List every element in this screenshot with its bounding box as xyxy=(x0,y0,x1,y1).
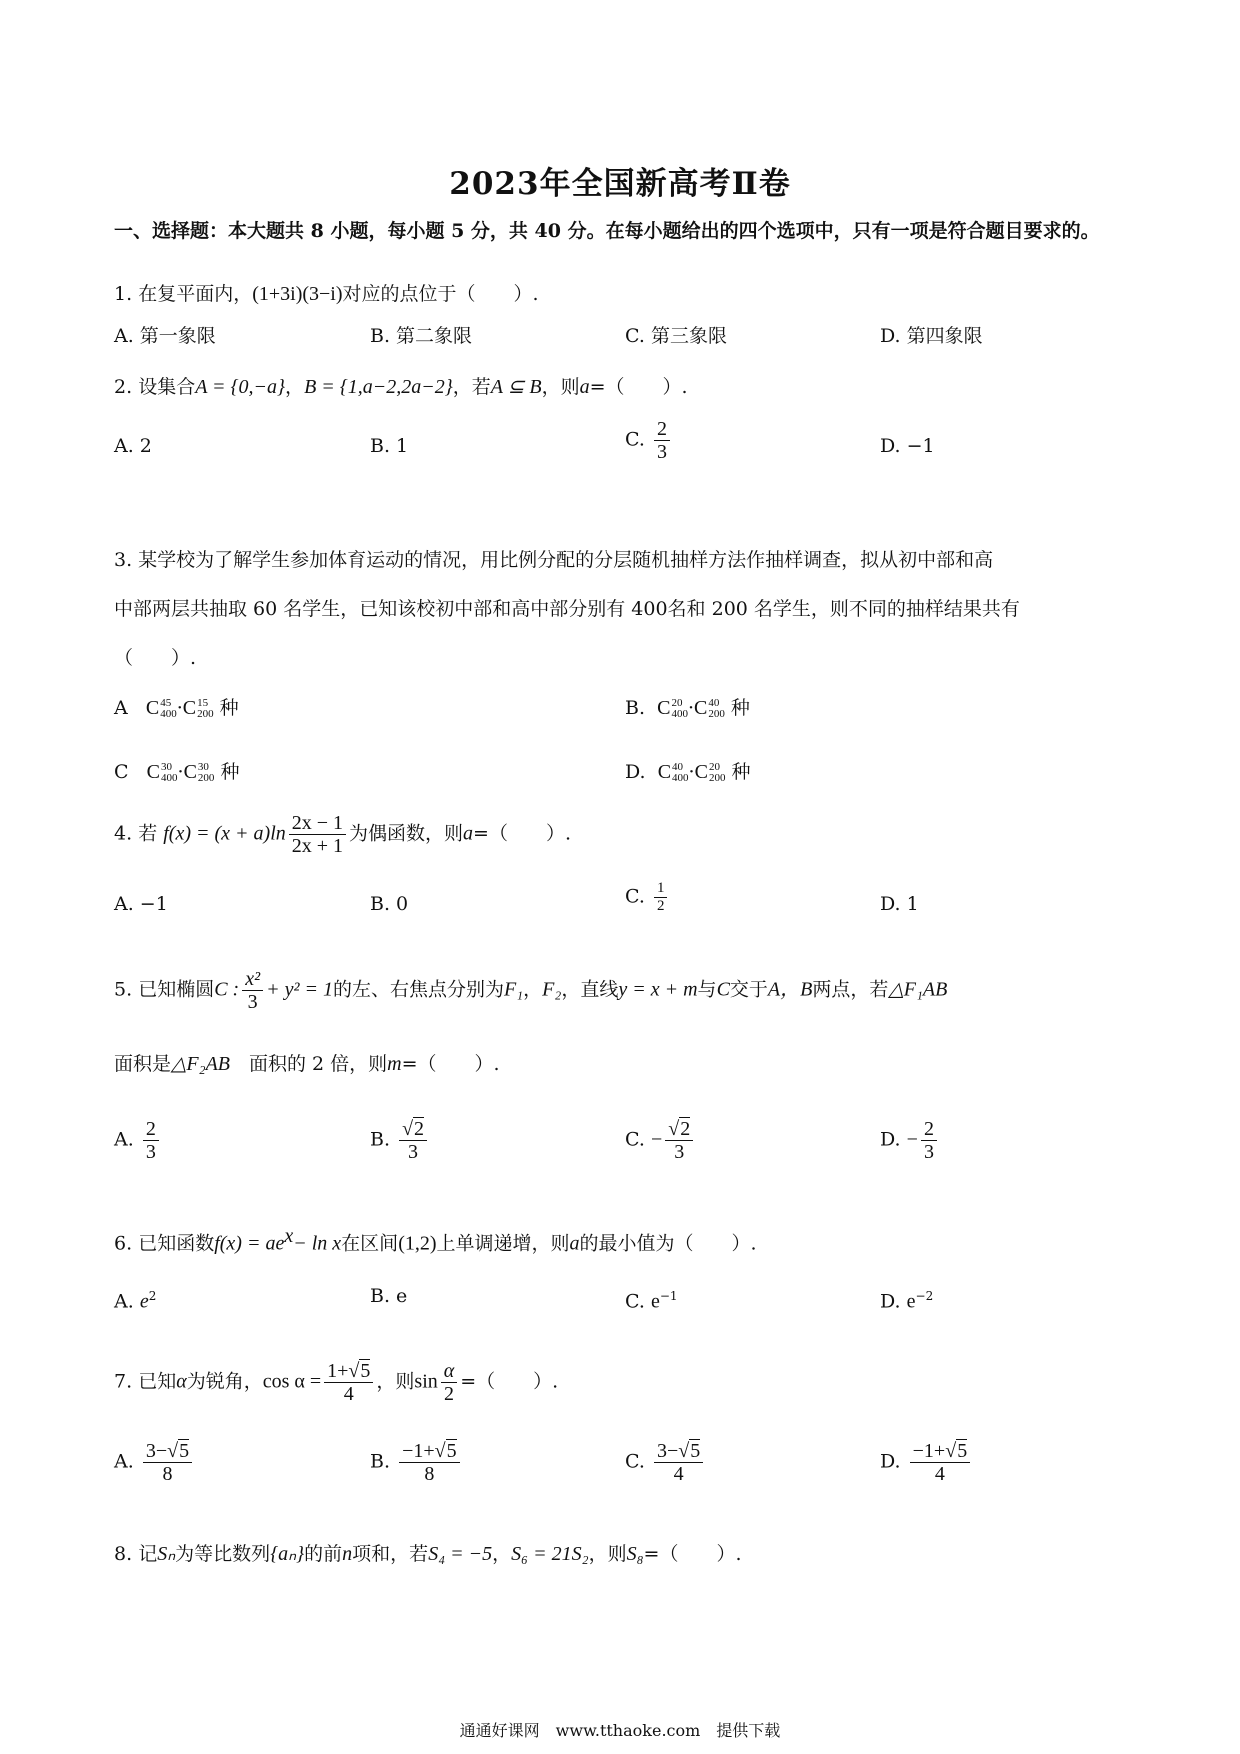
denominator: 3 xyxy=(145,1141,156,1163)
unit: 种 xyxy=(731,761,751,783)
sub: 200 xyxy=(708,708,725,721)
q6-option-a xyxy=(114,1282,156,1315)
combination xyxy=(695,758,726,786)
q1-option-d: D. 第四象限 xyxy=(880,325,983,347)
label: D. xyxy=(880,1290,901,1313)
q2-option-c-fraction xyxy=(654,418,670,463)
separator: ， xyxy=(523,978,543,1001)
q2-variable: a xyxy=(579,376,590,398)
q6-text-post: 的最小值为（ ）. xyxy=(579,1232,757,1255)
q4-text-mid: 为偶函数，则 xyxy=(349,822,464,845)
q1-text-pre: 在复平面内， xyxy=(138,283,253,305)
question-2 xyxy=(114,373,688,401)
q2-comma: ， xyxy=(285,376,305,398)
sub: 400 xyxy=(672,772,689,785)
q8-sn: Sₙ xyxy=(157,1543,176,1565)
q4-option-c-label: C. xyxy=(625,885,645,908)
q2-set-a: A = {0,−a} xyxy=(195,376,286,398)
fraction xyxy=(143,1440,192,1485)
q4-text-post: =（ ）. xyxy=(473,822,572,845)
q8-text-mid: 为等比数列 xyxy=(175,1543,271,1565)
q8-text-mid4: ，则 xyxy=(588,1543,627,1565)
sub: 200 xyxy=(197,708,214,721)
sup: 40 xyxy=(708,697,720,710)
q6-option-b: B. e xyxy=(370,1285,408,1307)
q5-curve-ref: C xyxy=(716,978,730,1001)
sub: 400 xyxy=(161,772,178,785)
q4-option-c xyxy=(625,880,670,915)
q7-option-b xyxy=(370,1440,463,1485)
label: D. xyxy=(880,1128,901,1151)
label: A. xyxy=(114,1450,134,1473)
q8-text-post: =（ ）. xyxy=(643,1543,742,1565)
denominator: 3 xyxy=(247,991,258,1013)
q5-variable: m xyxy=(387,1053,402,1075)
q7-option-c xyxy=(625,1440,706,1485)
q5-option-d xyxy=(880,1118,940,1163)
q5-fraction xyxy=(242,968,263,1013)
q5-focus-1: F₁ xyxy=(503,978,524,1001)
q2-text-mid2: ，则 xyxy=(541,376,580,398)
q1-option-c: C. 第三象限 xyxy=(625,325,727,347)
numerator: x² xyxy=(242,968,263,991)
q4-option-c-fraction xyxy=(654,880,668,915)
q4-option-a: A. −1 xyxy=(114,893,168,915)
q2-option-b: B. 1 xyxy=(370,435,409,457)
c-symbol: C xyxy=(145,697,160,719)
q6-text-mid: 在区间 xyxy=(341,1232,399,1255)
question-3-line-1: 3. 某学校为了解学生参加体育运动的情况，用比例分配的分层随机抽样方法作抽样调查，拟从初中部和高 xyxy=(114,549,994,571)
q2-text-post: =（ ）. xyxy=(589,376,688,398)
q5-line2-pre: 面积是 xyxy=(114,1053,172,1075)
c-symbol: C xyxy=(694,761,708,783)
base: e xyxy=(906,1290,916,1313)
q7-option-d xyxy=(880,1440,973,1485)
combination xyxy=(183,694,214,722)
q5-line2-post: 面积的 2 倍，则 xyxy=(230,1053,388,1075)
exponent: −2 xyxy=(915,1289,934,1303)
q8-condition-1: S₄ = −5 xyxy=(428,1543,493,1565)
fraction xyxy=(399,1118,427,1163)
combination xyxy=(146,694,177,722)
q6-option-c xyxy=(625,1282,678,1315)
q3-option-a-label: A xyxy=(114,697,128,719)
sup: 20 xyxy=(671,697,683,710)
q3-option-d-label: D. xyxy=(625,761,646,783)
denominator: 3 xyxy=(408,1141,419,1163)
unit: 种 xyxy=(220,761,240,783)
q6-function-rest: − ln x xyxy=(293,1232,342,1255)
q4-text-pre: 若 xyxy=(138,822,158,845)
q8-s8: S₈ xyxy=(626,1543,644,1565)
c-symbol: C xyxy=(657,761,672,783)
q7-sin: sin xyxy=(414,1370,438,1393)
dot: · xyxy=(176,697,183,719)
q7-number: 7. xyxy=(114,1370,133,1393)
sup: 20 xyxy=(708,761,720,774)
q4-function: f(x) = (x + a)ln xyxy=(163,822,286,845)
q5-equation-rest: + y² = 1 xyxy=(266,978,333,1001)
q8-condition-2: S₆ = 21S₂ xyxy=(511,1543,589,1565)
q6-number: 6. xyxy=(114,1232,133,1255)
exponent: 2 xyxy=(148,1289,157,1303)
q5-option-c xyxy=(625,1118,696,1163)
q1-number: 1. xyxy=(114,283,133,305)
question-5-line-2 xyxy=(114,1050,500,1078)
q8-n: n xyxy=(342,1543,353,1565)
q8-sequence: {aₙ} xyxy=(270,1543,305,1565)
q7-text-mid2: ，则 xyxy=(376,1370,415,1393)
denominator: 2 xyxy=(656,898,665,914)
q7-text-pre: 已知 xyxy=(138,1370,177,1393)
fraction xyxy=(143,1118,159,1163)
q6-exponent: x xyxy=(284,1225,294,1247)
question-6 xyxy=(114,1222,757,1257)
denominator: 3 xyxy=(656,441,667,463)
q2-set-b: B = {1,a−2,2a−2} xyxy=(304,376,453,398)
q2-option-d: D. −1 xyxy=(880,435,935,457)
label: C. xyxy=(625,1450,645,1473)
denominator: 4 xyxy=(934,1463,945,1485)
sup: 45 xyxy=(160,697,172,710)
combination xyxy=(184,758,215,786)
c-symbol: C xyxy=(182,697,197,719)
combination xyxy=(658,758,689,786)
q5-points: A，B xyxy=(767,978,813,1001)
separator: ， xyxy=(492,1543,512,1565)
q8-text-mid2: 的前 xyxy=(304,1543,343,1565)
label: D. xyxy=(880,1450,901,1473)
radicand: 5 xyxy=(446,1440,457,1462)
q5-focus-2: F₂ xyxy=(542,978,562,1001)
q6-text-mid2: 上单调递增，则 xyxy=(436,1232,570,1255)
fraction xyxy=(921,1118,937,1163)
exponent: −1 xyxy=(659,1289,678,1303)
c-symbol: C xyxy=(694,697,708,719)
sub: 400 xyxy=(160,708,177,721)
q5-line: y = x + m xyxy=(618,978,698,1001)
q7-option-a xyxy=(114,1440,195,1485)
label: B. xyxy=(370,1450,391,1473)
sign: − xyxy=(650,1128,663,1151)
q1-option-b: B. 第二象限 xyxy=(370,325,473,347)
q5-number: 5. xyxy=(114,978,133,1001)
q6-interval: (1,2) xyxy=(398,1232,437,1255)
sub: 200 xyxy=(197,772,215,785)
q2-option-c xyxy=(625,418,673,463)
c-symbol: C xyxy=(657,697,671,719)
q5-text-post: =（ ）. xyxy=(401,1053,500,1075)
combination xyxy=(657,694,688,722)
question-3-line-3: （ ）. xyxy=(114,647,197,669)
sign: − xyxy=(906,1128,918,1151)
numerator: 2 xyxy=(654,418,670,441)
q6-function: f(x) = ae xyxy=(214,1232,285,1255)
radicand: 5 xyxy=(179,1440,190,1462)
radicand: 5 xyxy=(957,1440,968,1462)
q2-text-mid: ，若 xyxy=(452,376,491,398)
fraction xyxy=(399,1440,460,1485)
q1-expression: (1+3i)(3−i) xyxy=(252,283,343,305)
numerator: 3−√5 xyxy=(654,1440,703,1463)
denominator: 4 xyxy=(343,1383,354,1405)
sup: 15 xyxy=(197,697,209,710)
numerator: 1 xyxy=(654,880,668,898)
q4-fraction xyxy=(289,812,346,857)
denominator: 4 xyxy=(673,1463,684,1485)
q2-condition: A ⊆ B xyxy=(490,376,542,398)
label: A. xyxy=(114,1128,134,1151)
q6-variable: a xyxy=(569,1232,580,1255)
base: e xyxy=(650,1290,660,1313)
q5-text-1: 的左、右焦点分别为 xyxy=(332,978,504,1001)
q7-cos-fraction xyxy=(324,1360,373,1405)
denominator: 2 xyxy=(444,1383,455,1405)
q2-option-a: A. 2 xyxy=(114,435,152,457)
q7-cos: cos α = xyxy=(262,1370,322,1393)
q5-curve: C : xyxy=(214,978,240,1001)
q1-option-a: A. 第一象限 xyxy=(114,325,216,347)
q7-text-mid: 为锐角， xyxy=(186,1370,263,1393)
sub: 200 xyxy=(708,772,726,785)
numerator: α xyxy=(441,1360,458,1383)
q7-text-post: =（ ）. xyxy=(460,1370,559,1393)
label: B. xyxy=(370,1128,391,1151)
question-4 xyxy=(114,812,571,857)
q5-triangle-1: △F₁AB xyxy=(888,978,948,1001)
label: C. xyxy=(625,1290,645,1313)
denominator: 8 xyxy=(162,1463,173,1485)
question-8 xyxy=(114,1540,742,1568)
q8-number: 8. xyxy=(114,1543,133,1565)
q1-text-post: 对应的点位于（ ）. xyxy=(342,283,539,305)
question-7 xyxy=(114,1360,558,1405)
q3-option-b xyxy=(625,694,750,722)
numerator: 1+√5 xyxy=(324,1360,373,1383)
sup: 40 xyxy=(672,761,684,774)
denominator: 2x + 1 xyxy=(291,835,344,857)
page-title: 2023年全国新高考Ⅱ卷 xyxy=(449,166,791,202)
radicand: 2 xyxy=(414,1118,425,1140)
q5-text-3: 与 xyxy=(697,978,717,1001)
c-symbol: C xyxy=(183,761,197,783)
question-3-line-2: 中部两层共抽取 60 名学生，已知该校初中部和高中部分别有 400名和 200 名学生，则不同的抽样结果共有 xyxy=(114,598,1020,620)
radicand: 5 xyxy=(690,1440,701,1462)
q8-text-pre: 记 xyxy=(138,1543,158,1565)
section-heading: 一、选择题：本大题共 8 小题，每小题 5 分，共 40 分。在每小题给出的四个选项中，只有一项是符合题目要求的。 xyxy=(114,220,1100,242)
combination xyxy=(147,758,178,786)
question-5 xyxy=(114,968,947,1013)
question-1 xyxy=(114,280,539,308)
sub: 400 xyxy=(671,708,688,721)
q5-option-a xyxy=(114,1118,162,1163)
sup: 30 xyxy=(197,761,209,774)
q6-text-pre: 已知函数 xyxy=(138,1232,215,1255)
q2-text-pre: 设集合 xyxy=(138,376,196,398)
numerator: 2x − 1 xyxy=(289,812,346,835)
fraction xyxy=(654,1440,703,1485)
label: A. xyxy=(114,1290,134,1313)
numerator: −1+√5 xyxy=(910,1440,971,1463)
denominator: 3 xyxy=(674,1141,685,1163)
q4-variable: a xyxy=(463,822,474,845)
numerator: 3−√5 xyxy=(143,1440,192,1463)
dot: · xyxy=(177,761,184,783)
radicand: 5 xyxy=(360,1360,371,1382)
numerator: √2 xyxy=(399,1118,427,1141)
label: C. xyxy=(625,1128,645,1151)
unit: 种 xyxy=(219,697,239,719)
q3-option-c xyxy=(114,758,239,786)
denominator: 3 xyxy=(923,1141,934,1163)
numerator: 2 xyxy=(143,1118,159,1141)
numerator: √2 xyxy=(665,1118,693,1141)
q7-sin-fraction xyxy=(441,1360,458,1405)
q4-number: 4. xyxy=(114,822,133,845)
dot: · xyxy=(687,697,694,719)
q5-triangle-2: △F₂AB xyxy=(171,1053,230,1075)
q3-option-d xyxy=(625,758,751,786)
numerator: −1+√5 xyxy=(399,1440,460,1463)
q5-text-pre: 已知椭圆 xyxy=(138,978,215,1001)
q5-text-5: 两点，若 xyxy=(812,978,889,1001)
q6-option-d xyxy=(880,1282,933,1315)
unit: 种 xyxy=(730,697,750,719)
q7-alpha: α xyxy=(176,1370,187,1393)
q3-option-b-label: B. xyxy=(625,697,646,719)
q2-number: 2. xyxy=(114,376,133,398)
fraction xyxy=(910,1440,971,1485)
q3-option-c-label: C xyxy=(114,761,129,783)
base: e xyxy=(139,1290,149,1313)
q2-option-c-label: C. xyxy=(625,428,645,451)
combination xyxy=(694,694,725,722)
sup: 30 xyxy=(161,761,173,774)
denominator: 8 xyxy=(424,1463,435,1485)
q3-option-a xyxy=(114,694,239,722)
dot: · xyxy=(688,761,695,783)
q5-text-2: ，直线 xyxy=(561,978,619,1001)
footer-source: 通通好课网 www.tthaoke.com 提供下载 xyxy=(459,1721,781,1740)
fraction xyxy=(665,1118,693,1163)
c-symbol: C xyxy=(146,761,161,783)
q5-text-4: 交于 xyxy=(729,978,768,1001)
q5-option-b xyxy=(370,1118,430,1163)
q4-option-b: B. 0 xyxy=(370,893,409,915)
radicand: 2 xyxy=(680,1118,691,1140)
numerator: 2 xyxy=(921,1118,937,1141)
q8-text-mid3: 项和，若 xyxy=(352,1543,429,1565)
q4-option-d: D. 1 xyxy=(880,893,919,915)
